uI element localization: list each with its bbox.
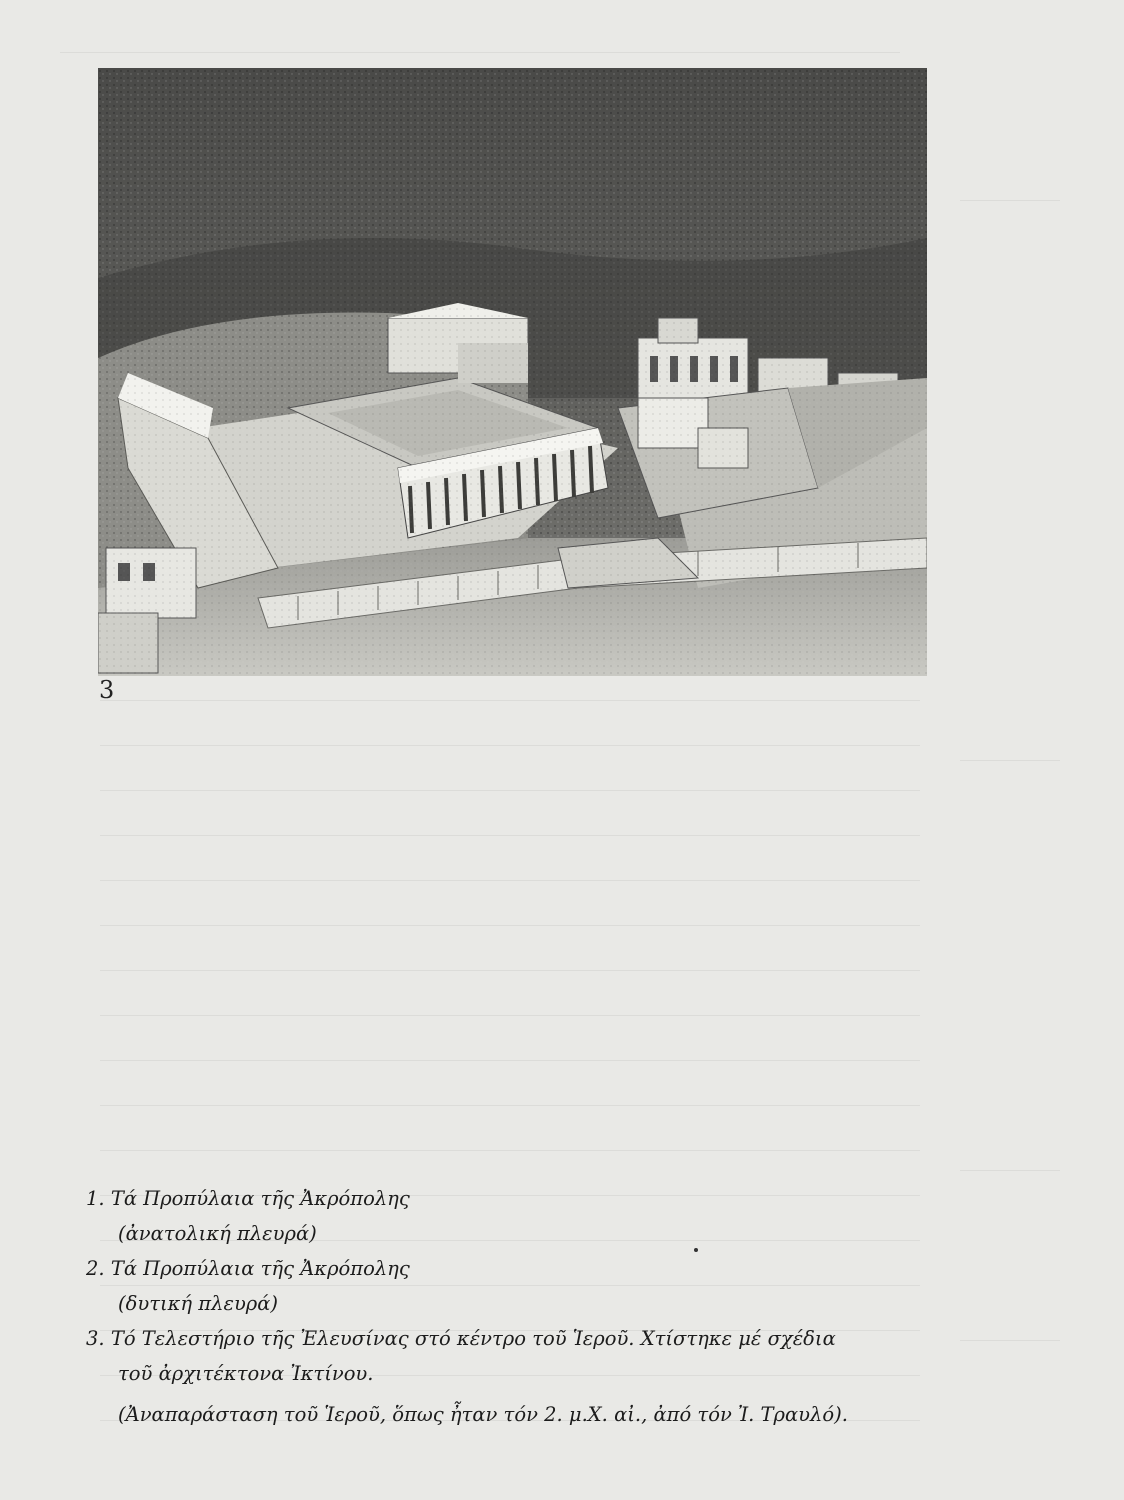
- sanctuary-reconstruction-photo: [98, 68, 927, 676]
- caption-1: [86, 1187, 410, 1210]
- figure-number: 3: [99, 676, 115, 704]
- caption-3-continuation: τοῦ ἀρχιτέκτονα Ἰκτίνου.: [118, 1362, 374, 1385]
- caption-1-sub: (ἀνατολική πλευρά): [118, 1222, 317, 1245]
- caption-3-number: 3.: [86, 1327, 105, 1350]
- caption-1-text: Τά Προπύλαια τῆς Ἀκρόπολης: [110, 1187, 410, 1210]
- caption-1-number: 1.: [86, 1187, 105, 1210]
- caption-2-number: 2.: [86, 1257, 105, 1280]
- caption-3-sub: (Ἀναπαράσταση τοῦ Ἱεροῦ, ὅπως ἦταν τόν 2. μ.Χ. αἰ., ἀπό τόν Ἰ. Τραυλό).: [118, 1403, 848, 1426]
- caption-3-text: Τό Τελεστήριο τῆς Ἐλευσίνας στό κέντρο τοῦ Ἱεροῦ. Χτίστηκε μέ σχέδια: [110, 1327, 836, 1350]
- caption-3: [86, 1327, 836, 1350]
- stray-mark: [694, 1248, 698, 1252]
- caption-2-sub: (δυτική πλευρά): [118, 1292, 279, 1315]
- caption-2: [86, 1257, 410, 1280]
- caption-2-text: Τά Προπύλαια τῆς Ἀκρόπολης: [110, 1257, 410, 1280]
